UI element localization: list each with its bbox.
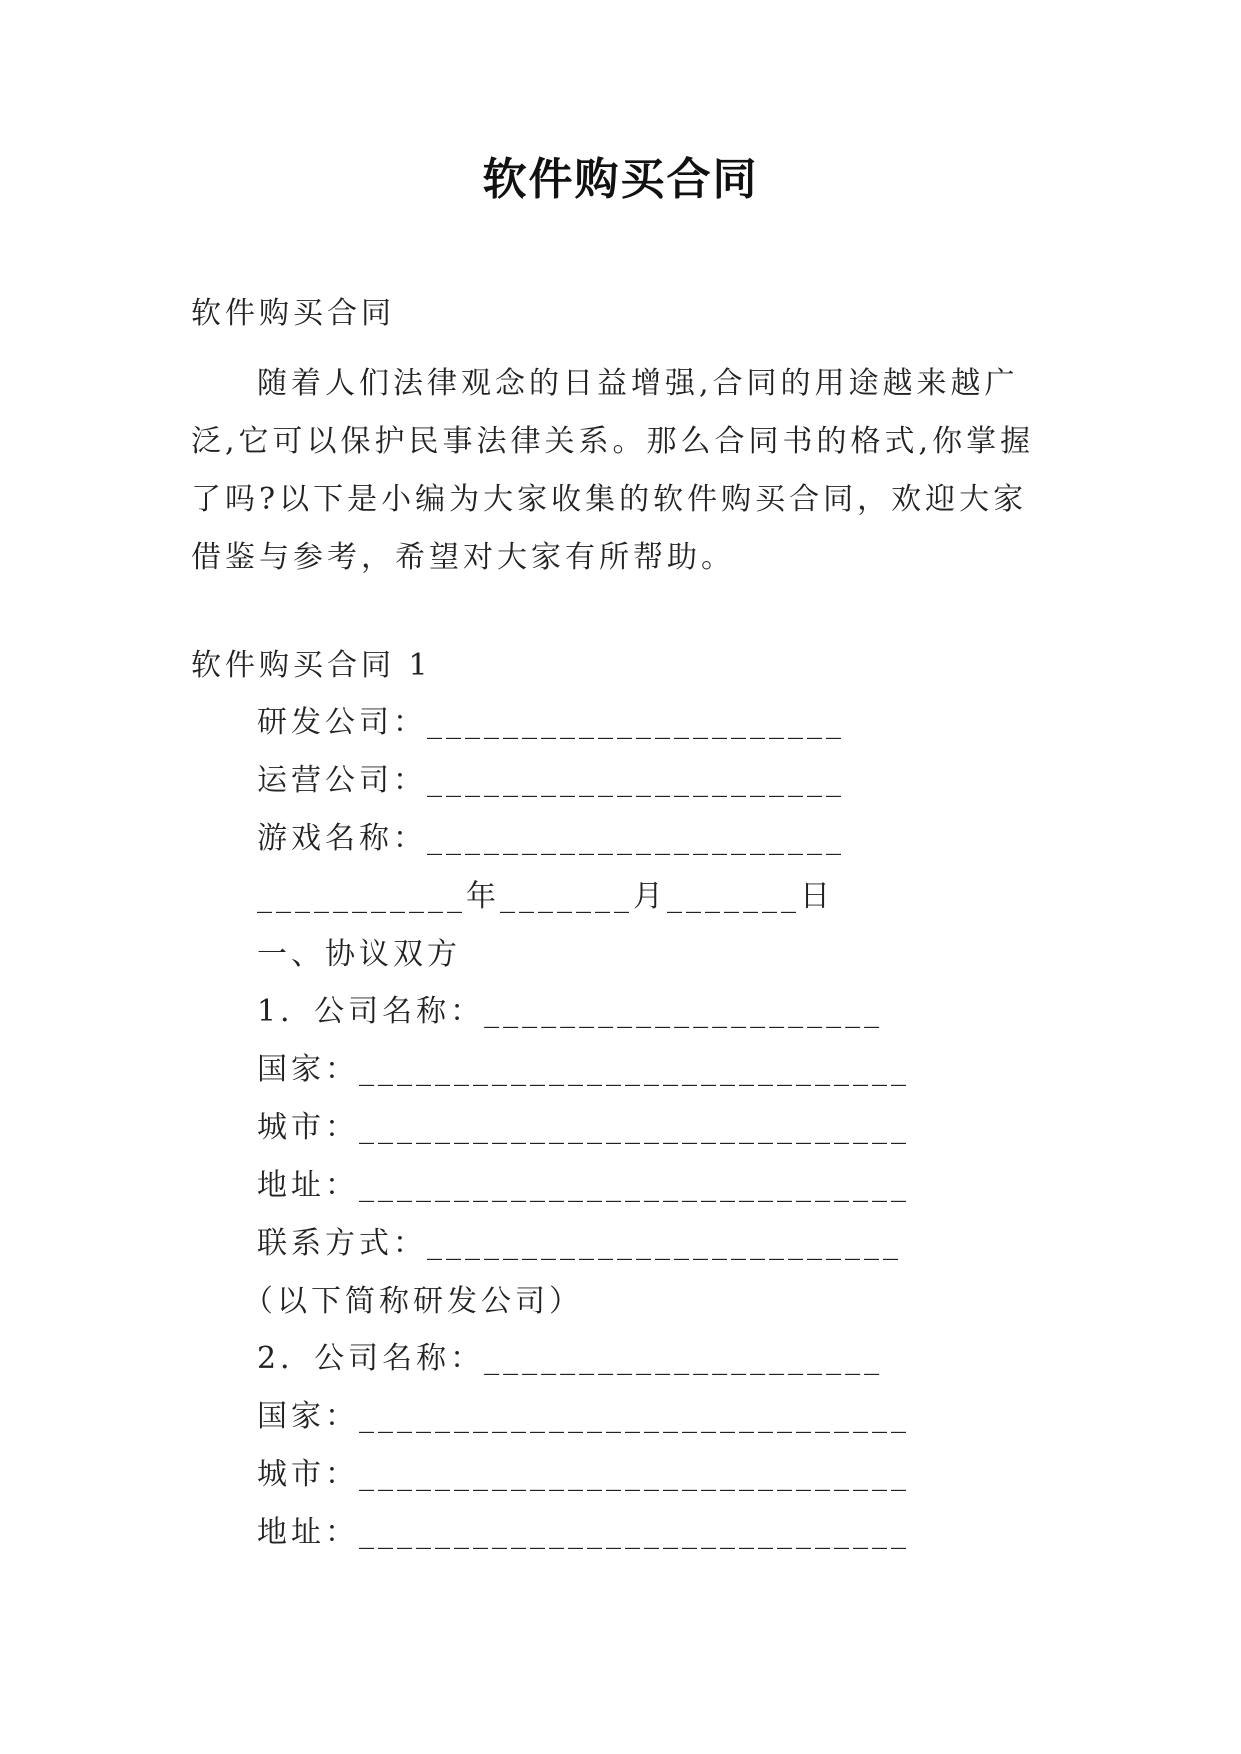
section-heading: 软件购买合同 1 <box>191 648 432 683</box>
party1-alias: （以下简称研发公司） <box>243 1284 583 1319</box>
game-name-field: 游戏名称：______________________ <box>257 821 845 856</box>
party1-contact: 联系方式：_________________________ <box>257 1226 902 1261</box>
document-title: 软件购买合同 <box>482 154 759 205</box>
clause-heading: 一、协议双方 <box>257 937 461 972</box>
intro-paragraph: 随着人们法律观念的日益增强,合同的用途越来越广泛,它可以保护民事法律关系。那么合同书的格式,你掌握了吗?以下是小编为大家收集的软件购买合同，欢迎大家借鉴与参考，希望对大家有所帮助。 <box>191 366 1035 575</box>
document-subtitle: 软件购买合同 <box>191 296 395 331</box>
party1-address: 地址：_____________________________ <box>257 1168 910 1203</box>
party2-city: 城市：_____________________________ <box>257 1457 910 1492</box>
dev-company-field: 研发公司：______________________ <box>257 705 845 740</box>
party1-city: 城市：_____________________________ <box>257 1110 910 1145</box>
party2-company-name: 2．公司名称：_____________________ <box>257 1341 884 1376</box>
date-line: ___________年_______月_______日 <box>257 879 834 914</box>
party1-country: 国家：_____________________________ <box>257 1052 910 1087</box>
party1-company-name: 1．公司名称：_____________________ <box>257 994 884 1029</box>
party2-address: 地址：_____________________________ <box>257 1515 910 1550</box>
party2-country: 国家：_____________________________ <box>257 1399 910 1434</box>
ops-company-field: 运营公司：______________________ <box>257 763 845 798</box>
